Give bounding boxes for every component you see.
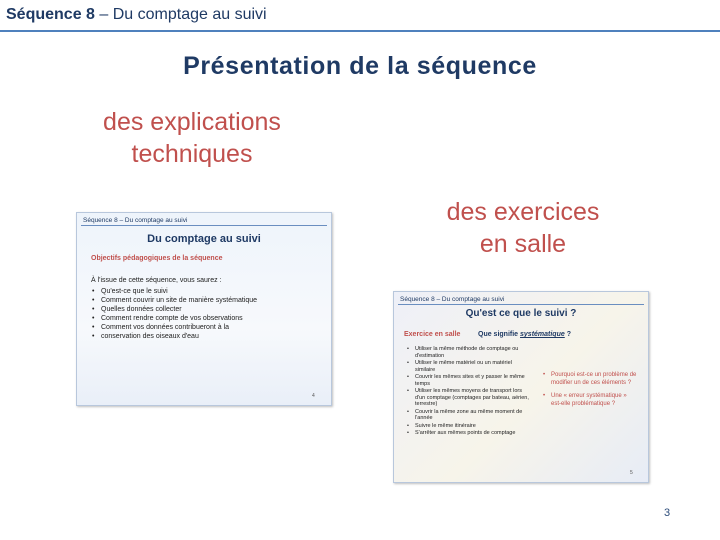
list-item: • Pourquoi est-ce un problème de modifier un de ces éléments ? xyxy=(542,372,638,387)
slide-thumbnail-objectives xyxy=(76,212,332,406)
thumb1-rule xyxy=(81,225,327,226)
thumb2-question-word: systématique xyxy=(520,331,565,338)
callout-exercises-line-1: des exercices xyxy=(446,198,600,226)
list-item: • Couvrir les mêmes sites et y passer le même temps xyxy=(406,374,532,387)
list-item: • Quelles données collecter xyxy=(91,305,257,314)
thumb2-criteria-list xyxy=(406,346,532,438)
page-number: 3 xyxy=(664,507,671,519)
list-item: • conservation des oiseaux d'eau xyxy=(91,332,257,341)
callout-exercises-line-2: en salle xyxy=(479,230,567,258)
thumb1-header: Séquence 8 – Du comptage au suivi xyxy=(83,217,188,224)
header-sequence: Séquence 8 xyxy=(6,6,95,23)
callout-explanations-line-1: des explications xyxy=(103,108,281,136)
list-item: • Utiliser le même matériel ou un matériel similaire xyxy=(406,360,532,373)
list-item: • Suivre le même itinéraire xyxy=(406,423,532,430)
thumb1-page-number: 4 xyxy=(312,393,315,399)
thumb2-subtitle: Exercice en salle xyxy=(404,331,461,338)
thumb1-intro: À l'issue de cette séquence, vous saurez : xyxy=(91,277,222,284)
list-item: • Utiliser la même méthode de comptage ou d'estimation xyxy=(406,346,532,359)
thumb2-page-number: 5 xyxy=(630,470,633,476)
thumb2-questions-list xyxy=(542,372,638,414)
slide-header xyxy=(0,0,720,32)
slide-title: Présentation de la séquence xyxy=(183,52,537,80)
thumb1-title: Du comptage au suivi xyxy=(147,233,261,245)
header-separator: – xyxy=(94,6,113,23)
header-text xyxy=(6,6,267,24)
callout-explanations xyxy=(82,106,302,170)
header-rule xyxy=(0,30,720,32)
slide-thumbnail-exercise xyxy=(393,291,649,483)
thumb2-rule xyxy=(398,304,644,305)
callout-exercises xyxy=(408,196,638,260)
list-item: • Comment couvrir un site de manière systématique xyxy=(91,296,257,305)
thumb2-question-suffix: ? xyxy=(564,331,571,338)
list-item: • Utiliser les mêmes moyens de transport lors d'un comptage (comptages par bateau, aérien, terrestre) xyxy=(406,388,532,408)
thumb2-question xyxy=(478,331,571,338)
thumb1-subtitle: Objectifs pédagogiques de la séquence xyxy=(91,255,223,262)
list-item: • Comment rendre compte de vos observations xyxy=(91,314,257,323)
callout-explanations-line-2: techniques xyxy=(131,140,253,168)
list-item: • Comment vos données contribueront à la xyxy=(91,323,257,332)
header-subtitle: Du comptage au suivi xyxy=(112,6,267,23)
thumb2-header: Séquence 8 – Du comptage au suivi xyxy=(400,296,505,303)
thumb2-question-prefix: Que signifie xyxy=(478,331,521,338)
thumb2-title: Qu'est ce que le suivi ? xyxy=(465,308,577,319)
list-item: • Qu'est-ce que le suivi xyxy=(91,287,257,296)
list-item: • S'arrêter aux mêmes points de comptage xyxy=(406,430,532,437)
list-item: • Couvrir la même zone au même moment de l'année xyxy=(406,409,532,422)
thumb1-objectives-list xyxy=(91,287,257,341)
list-item: • Une « erreur systématique » est-elle problématique ? xyxy=(542,393,638,408)
